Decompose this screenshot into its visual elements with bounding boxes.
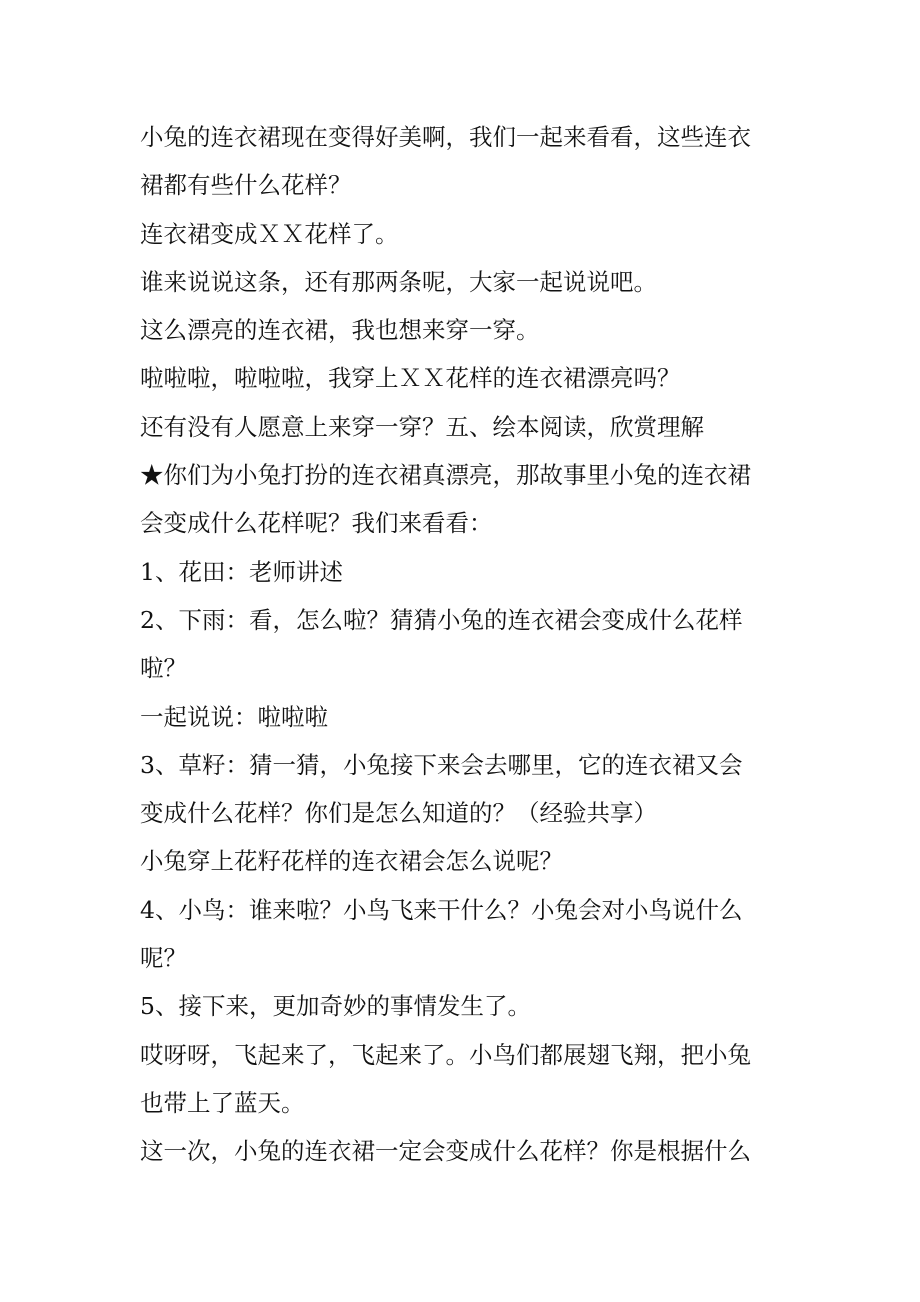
document-body <box>140 113 788 1176</box>
text-line: 裙都有些什么花样？ <box>140 171 352 200</box>
text-line: 会变成什么花样呢？我们来看看： <box>140 509 493 538</box>
text-line: 变成什么花样？你们是怎么知道的？（经验共享） <box>140 799 657 828</box>
text-line: ★你们为小兔打扮的连衣裙真漂亮，那故事里小兔的连衣裙 <box>140 461 751 490</box>
text-line: 还有没有人愿意上来穿一穿？五、绘本阅读，欣赏理解 <box>140 412 704 441</box>
text-line: 哎呀呀，飞起来了，飞起来了。小鸟们都展翅飞翔，把小兔 <box>140 1040 751 1069</box>
text-line: 5、接下来，更加奇妙的事情发生了。 <box>140 992 531 1021</box>
text-line: 小兔穿上花籽花样的连衣裙会怎么说呢？ <box>140 847 563 876</box>
text-line: 2、下雨：看，怎么啦？猜猜小兔的连衣裙会变成什么花样 <box>140 605 743 634</box>
text-line: 呢？ <box>140 944 187 973</box>
text-line: 连衣裙变成ＸＸ花样了。 <box>140 219 399 248</box>
text-line: 这么漂亮的连衣裙，我也想来穿一穿。 <box>140 316 540 345</box>
text-line: 一起说说：啦啦啦 <box>140 702 328 731</box>
text-line: 也带上了蓝天。 <box>140 1088 305 1117</box>
text-line: 4、小鸟：谁来啦？小鸟飞来干什么？小兔会对小鸟说什么 <box>140 895 743 924</box>
text-line: 谁来说说这条，还有那两条呢，大家一起说说吧。 <box>140 267 657 296</box>
text-line: 小兔的连衣裙现在变得好美啊，我们一起来看看，这些连衣 <box>140 123 751 151</box>
text-line: 啦啦啦，啦啦啦，我穿上ＸＸ花样的连衣裙漂亮吗？ <box>140 364 681 393</box>
text-line: 啦？ <box>140 654 187 683</box>
text-line: 3、草籽：猜一猜，小兔接下来会去哪里，它的连衣裙又会 <box>140 750 743 779</box>
text-line: 这一次，小兔的连衣裙一定会变成什么花样？你是根据什么 <box>140 1137 751 1166</box>
text-line: 1、花田：老师讲述 <box>140 557 343 586</box>
